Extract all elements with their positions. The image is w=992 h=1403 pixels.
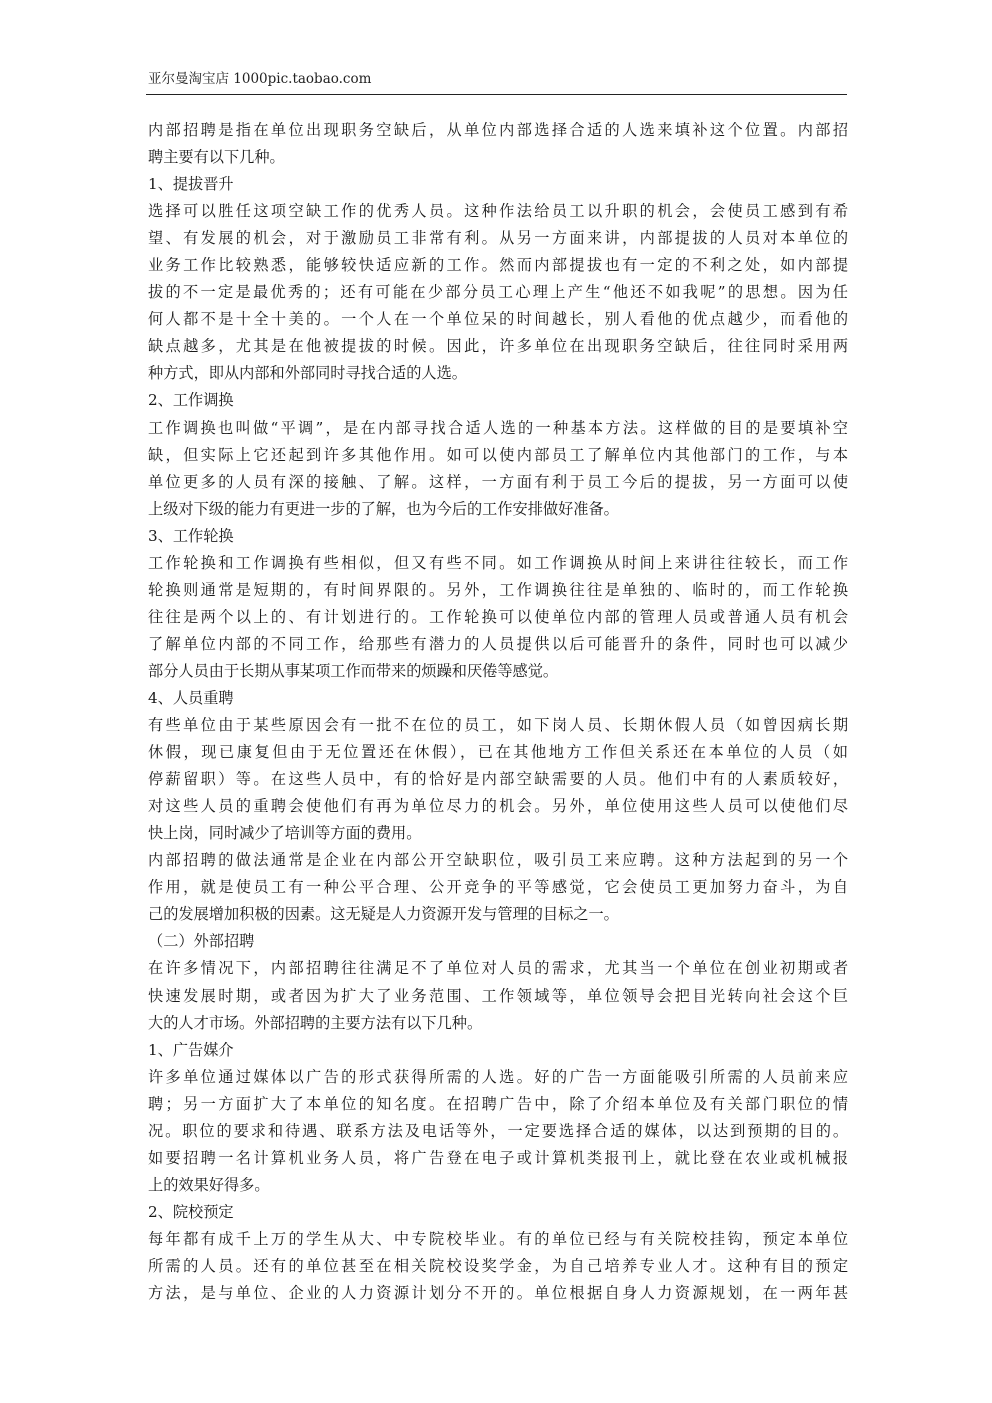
- text-line: 何人都不是十全十美的。一个人在一个单位呆的时间越长，别人看他的优点越少，而看他的: [148, 310, 848, 329]
- text-line: 往往是两个以上的、有计划进行的。工作轮换可以使单位内部的管理人员或普通人员有机会: [148, 607, 848, 626]
- text-line: 大的人才市场。外部招聘的主要方法有以下几种。: [148, 1013, 483, 1032]
- text-line: 2、工作调换: [148, 391, 234, 410]
- page-header: 亚尔曼淘宝店 1000pic.taobao.com: [148, 71, 372, 87]
- text-line: 每年都有成千上万的学生从大、中专院校毕业。有的单位已经与有关院校挂钩，预定本单位: [148, 1229, 848, 1248]
- text-line: 对这些人员的重聘会使他们有再为单位尽力的机会。另外，单位使用这些人员可以使他们尽: [148, 797, 848, 816]
- text-line: 单位更多的人员有深的接触、了解。这样，一方面有利于员工今后的提拔，另一方面可以使: [148, 472, 848, 491]
- text-line: 工作调换也叫做“平调”，是在内部寻找合适人选的一种基本方法。这样做的目的是要填补空: [148, 418, 848, 437]
- text-line: 缺点越多，尤其是在他被提拔的时候。因此，许多单位在出现职务空缺后，往往同时采用两: [148, 337, 848, 356]
- text-line: 选择可以胜任这项空缺工作的优秀人员。这种作法给员工以升职的机会，会使员工感到有希: [148, 202, 848, 221]
- text-line: 拔的不一定是最优秀的；还有可能在少部分员工心理上产生“他还不如我呢”的思想。因为任: [148, 283, 848, 302]
- text-line: 方法，是与单位、企业的人力资源计划分不开的。单位根据自身人力资源规划，在一两年甚: [148, 1284, 848, 1303]
- text-line: 聘主要有以下几种。: [148, 148, 285, 167]
- text-line: 部分人员由于长期从事某项工作而带来的烦躁和厌倦等感觉。: [148, 661, 559, 680]
- header-divider: [146, 94, 847, 95]
- text-line: 己的发展增加积极的因素。这无疑是人力资源开发与管理的目标之一。: [148, 905, 619, 924]
- text-line: 许多单位通过媒体以广告的形式获得所需的人选。好的广告一方面能吸引所需的人员前来应: [148, 1067, 848, 1086]
- text-line: 如要招聘一名计算机业务人员，将广告登在电子或计算机类报刊上，就比登在农业或机械报: [148, 1148, 848, 1167]
- text-line: 种方式，即从内部和外部同时寻找合适的人选。: [148, 364, 467, 383]
- text-line: 所需的人员。还有的单位甚至在相关院校设奖学金，为自己培养专业人才。这种有目的预定: [148, 1256, 848, 1275]
- text-line: 内部招聘的做法通常是企业在内部公开空缺职位，吸引员工来应聘。这种方法起到的另一个: [148, 851, 848, 870]
- text-line: 快上岗，同时减少了培训等方面的费用。: [148, 824, 422, 843]
- text-line: 内部招聘是指在单位出现职务空缺后，从单位内部选择合适的人选来填补这个位置。内部招: [148, 121, 848, 139]
- text-line: 3、工作轮换: [148, 526, 234, 545]
- text-line: 快速发展时期，或者因为扩大了业务范围、工作领域等，单位领导会把目光转向社会这个巨: [148, 986, 848, 1005]
- text-line: 了解单位内部的不同工作，给那些有潜力的人员提供以后可能晋升的条件，同时也可以减少: [148, 634, 848, 653]
- text-line: 轮换则通常是短期的，有时间界限的。另外，工作调换往往是单独的、临时的，而工作轮换: [148, 580, 848, 599]
- text-line: 上级对下级的能力有更进一步的了解，也为今后的工作安排做好准备。: [148, 499, 619, 518]
- text-line: 有些单位由于某些原因会有一批不在位的员工，如下岗人员、长期休假人员（如曾因病长期: [148, 716, 848, 735]
- text-line: 望、有发展的机会，对于激励员工非常有利。从另一方面来讲，内部提拔的人员对本单位的: [148, 229, 848, 248]
- text-line: 缺，但实际上它还起到许多其他作用。如可以使内部员工了解单位内其他部门的工作，与本: [148, 445, 848, 464]
- text-line: 业务工作比较熟悉，能够较快适应新的工作。然而内部提拔也有一定的不利之处，如内部提: [148, 256, 848, 275]
- text-line: （二）外部招聘: [148, 932, 255, 951]
- text-line: 上的效果好得多。: [148, 1175, 270, 1194]
- text-line: 况。职位的要求和待遇、联系方法及电话等外，一定要选择合适的媒体，以达到预期的目的。: [148, 1121, 848, 1140]
- text-line: 1、提拔晋升: [148, 175, 234, 194]
- text-line: 在许多情况下，内部招聘往往满足不了单位对人员的需求，尤其当一个单位在创业初期或者: [148, 959, 848, 978]
- text-line: 1、广告媒介: [148, 1040, 234, 1059]
- document-body: [148, 117, 848, 1307]
- text-line: 休假，现已康复但由于无位置还在休假），已在其他地方工作但关系还在本单位的人员（如: [148, 743, 848, 762]
- text-line: 4、人员重聘: [148, 688, 234, 707]
- text-line: 停薪留职）等。在这些人员中，有的恰好是内部空缺需要的人员。他们中有的人素质较好，: [148, 770, 848, 789]
- text-line: 作用，就是使员工有一种公平合理、公开竞争的平等感觉，它会使员工更加努力奋斗，为自: [148, 878, 848, 897]
- text-line: 2、院校预定: [148, 1202, 234, 1221]
- text-line: 聘；另一方面扩大了本单位的知名度。在招聘广告中，除了介绍本单位及有关部门职位的情: [148, 1094, 848, 1113]
- text-line: 工作轮换和工作调换有些相似，但又有些不同。如工作调换从时间上来讲往往较长，而工作: [148, 553, 848, 572]
